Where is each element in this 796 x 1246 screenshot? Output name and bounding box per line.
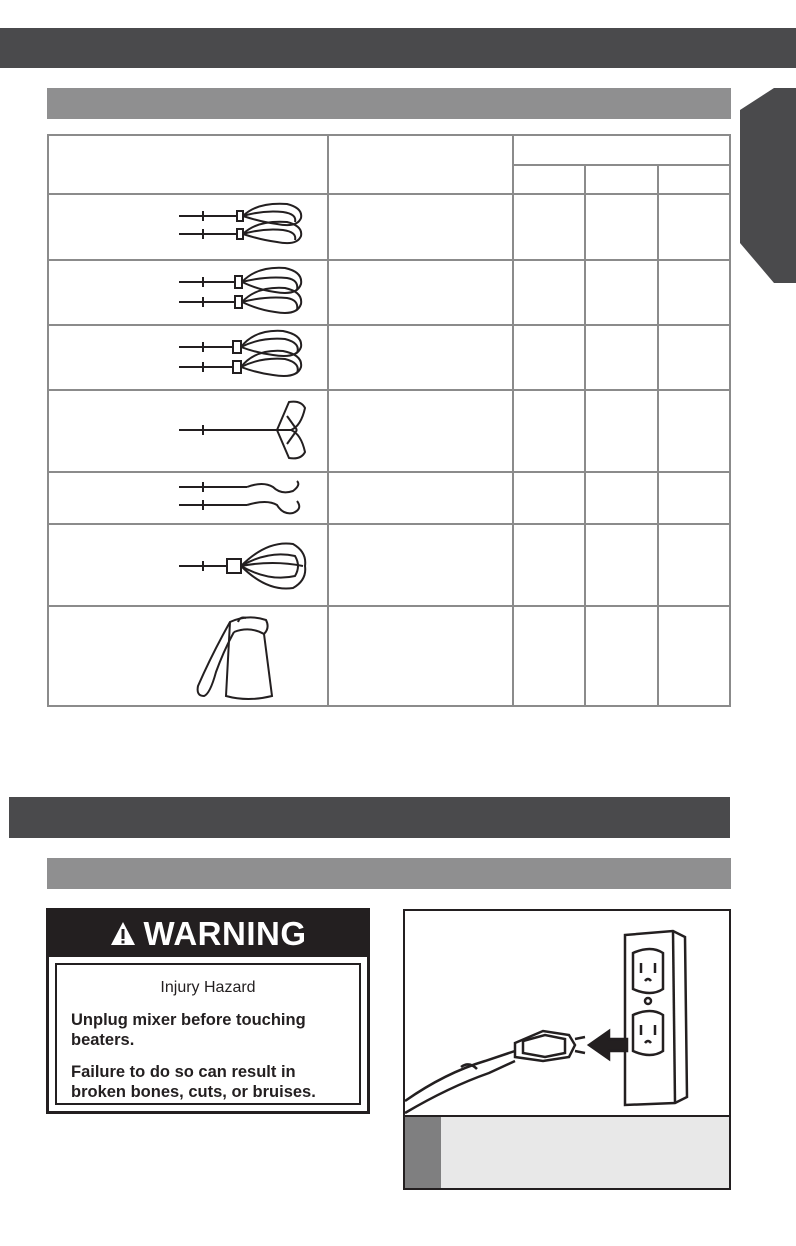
side-language-tab [740, 88, 796, 283]
subsection2-header-bar [47, 858, 731, 889]
accessory-table [47, 134, 731, 707]
step-number-badge [405, 1117, 441, 1188]
storage-bag-icon [194, 610, 314, 702]
warning-header [49, 911, 367, 957]
turbo-beaters-icon [177, 264, 307, 320]
warning-body [55, 963, 361, 1105]
warning-line-1: Unplug mixer before touching [71, 1011, 306, 1029]
warning-line-2: beaters. [71, 1031, 135, 1049]
warning-triangle-icon [110, 921, 136, 947]
warning-subtitle: Injury Hazard [160, 979, 256, 996]
plug-outlet-icon [405, 911, 729, 1117]
flat-beaters-icon [177, 200, 307, 250]
figure-caption [405, 1115, 729, 1188]
warning-box [46, 908, 370, 1114]
whisk-icon [177, 534, 307, 598]
pro-whisk-beaters-icon [177, 329, 307, 385]
dough-hooks-icon [177, 475, 307, 519]
unplug-figure [403, 909, 731, 1190]
blending-rod-icon [177, 396, 307, 464]
warning-line-4: broken bones, cuts, or bruises. [71, 1083, 316, 1101]
warning-line-3: Failure to do so can result in [71, 1063, 296, 1081]
subsection-header-bar [47, 88, 731, 119]
section2-header-bar [9, 797, 730, 838]
section-header-bar [0, 28, 796, 68]
warning-title: WARNING [143, 915, 307, 952]
